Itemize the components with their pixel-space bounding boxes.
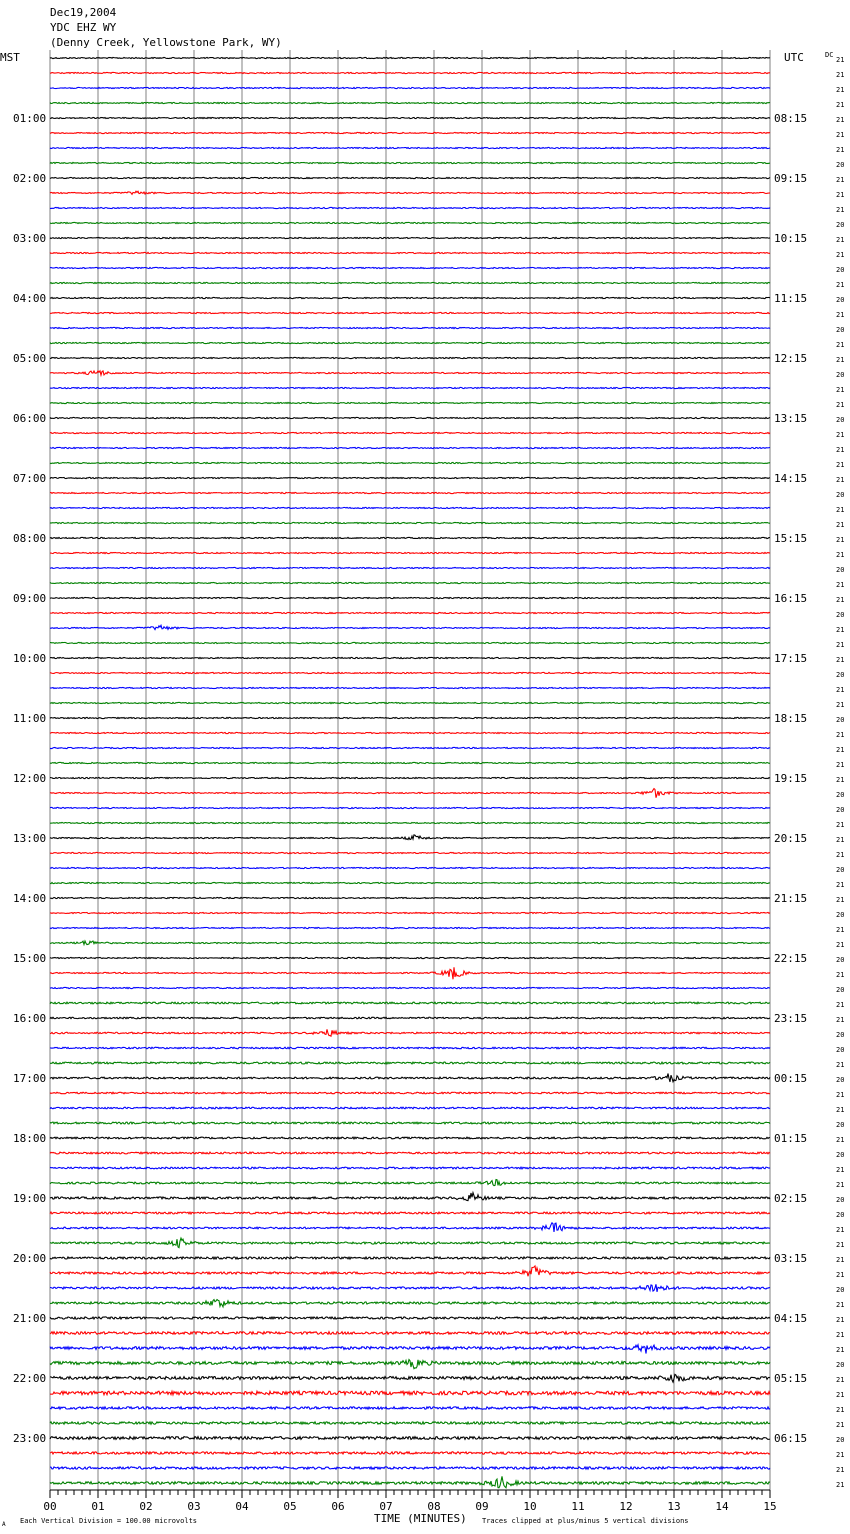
trace-row: [50, 1452, 770, 1454]
dc-value: 21: [836, 1301, 845, 1309]
utc-hour-label: 05:15: [774, 1372, 808, 1385]
trace-row: [50, 327, 770, 328]
dc-value: 21: [836, 1001, 845, 1009]
dc-value: 21: [836, 191, 845, 199]
dc-value: 21: [836, 341, 845, 349]
dc-value: 21: [836, 311, 845, 319]
trace-row: [50, 552, 770, 553]
utc-hour-label: 01:15: [774, 1132, 808, 1145]
dc-value: 21: [836, 461, 845, 469]
trace-row: [50, 282, 770, 283]
dc-value: 21: [836, 1016, 845, 1024]
trace-row: [50, 1167, 770, 1169]
trace-row: [50, 87, 770, 88]
utc-hour-label: 15:15: [774, 532, 808, 545]
clip-note: Traces clipped at plus/minus 5 vertical divisions: [482, 1517, 689, 1525]
trace-row: [50, 1467, 770, 1469]
trace-row: [50, 1062, 770, 1064]
trace-row: [50, 702, 770, 703]
trace-row: [50, 1002, 770, 1004]
dc-value: 21: [836, 1226, 845, 1234]
trace-row: [50, 1137, 770, 1139]
dc-value: 21: [836, 236, 845, 244]
trace-row: [50, 402, 770, 403]
x-tick-label: 12: [619, 1500, 633, 1513]
mst-hour-label: 20:00: [13, 1252, 47, 1265]
utc-hour-label: 20:15: [774, 832, 808, 845]
trace-row: [50, 1212, 770, 1214]
mst-hour-label: 18:00: [13, 1132, 47, 1145]
trace-row: [50, 822, 770, 823]
utc-hour-label: 17:15: [774, 652, 808, 665]
trace-row: [50, 612, 770, 613]
mst-hour-label: 11:00: [13, 712, 47, 725]
dc-value: 20: [836, 1151, 845, 1159]
trace-row: [50, 492, 770, 493]
dc-value: 21: [836, 776, 845, 784]
mst-hour-label: 07:00: [13, 472, 47, 485]
dc-value: 20: [836, 326, 845, 334]
x-tick-label: 10: [523, 1500, 537, 1513]
dc-value: 20: [836, 566, 845, 574]
trace-row: [50, 522, 770, 523]
dc-value: 21: [836, 596, 845, 604]
right-axis-title: UTC: [784, 51, 804, 64]
dc-value: 21: [836, 1466, 845, 1474]
dc-value: 21: [836, 926, 845, 934]
header-station: YDC EHZ WY: [50, 21, 117, 34]
right-hour-labels: [774, 112, 807, 1445]
mst-hour-label: 12:00: [13, 772, 47, 785]
trace-row: [50, 507, 770, 508]
dc-value: 20: [836, 671, 845, 679]
trace-row: [50, 357, 770, 358]
utc-hour-label: 10:15: [774, 232, 808, 245]
trace-row: [50, 1300, 770, 1307]
dc-value: 21: [836, 1316, 845, 1324]
trace-row: [50, 747, 770, 748]
x-axis-title: TIME (MINUTES): [374, 1512, 467, 1525]
trace-row: [50, 432, 770, 433]
dc-value: 20: [836, 1046, 845, 1054]
dc-value: 21: [836, 521, 845, 529]
dc-value: 21: [836, 56, 845, 64]
trace-row: [50, 672, 770, 673]
dc-value: 21: [836, 1241, 845, 1249]
trace-row: [50, 597, 770, 598]
dc-value: 20: [836, 491, 845, 499]
dc-value: 21: [836, 71, 845, 79]
dc-value: 21: [836, 626, 845, 634]
dc-value: 21: [836, 1106, 845, 1114]
trace-row: [50, 207, 770, 208]
dc-value: 20: [836, 716, 845, 724]
dc-value: 20: [836, 1076, 845, 1084]
utc-hour-label: 14:15: [774, 472, 808, 485]
trace-row: [50, 912, 770, 913]
trace-row: [50, 237, 770, 238]
utc-hour-label: 04:15: [774, 1312, 808, 1325]
dc-value: 21: [836, 941, 845, 949]
trace-row: [50, 1223, 770, 1232]
header: [50, 6, 282, 49]
trace-row: [50, 1257, 770, 1259]
header-location: (Denny Creek, Yellowstone Park, WY): [50, 36, 282, 49]
trace-row: [50, 267, 770, 268]
trace-row: [50, 162, 770, 163]
x-tick-label: 11: [571, 1500, 585, 1513]
dc-value: 21: [836, 821, 845, 829]
trace-row: [50, 1317, 770, 1319]
trace-rows: [50, 57, 770, 1487]
dc-value: 21: [836, 1481, 845, 1489]
mst-hour-label: 16:00: [13, 1012, 47, 1025]
dc-value: 21: [836, 686, 845, 694]
trace-row: [50, 342, 770, 343]
dc-value: 21: [836, 86, 845, 94]
dc-value: 20: [836, 806, 845, 814]
trace-row: [50, 102, 770, 103]
dc-value: 21: [836, 581, 845, 589]
dc-value: 21: [836, 281, 845, 289]
trace-row: [50, 1374, 770, 1382]
mst-hour-label: 03:00: [13, 232, 47, 245]
mst-hour-label: 14:00: [13, 892, 47, 905]
trace-row: [50, 1092, 770, 1094]
dc-value: 21: [836, 1061, 845, 1069]
trace-row: [50, 72, 770, 73]
dc-value: 21: [836, 131, 845, 139]
mst-hour-label: 01:00: [13, 112, 47, 125]
header-date: Dec19,2004: [50, 6, 117, 19]
dc-value: 20: [836, 986, 845, 994]
mst-hour-label: 08:00: [13, 532, 47, 545]
dc-value: 21: [836, 1136, 845, 1144]
dc-value: 21: [836, 146, 845, 154]
dc-value: 21: [836, 206, 845, 214]
x-tick-label: 06: [331, 1500, 345, 1513]
dc-value: 21: [836, 356, 845, 364]
dc-value: 20: [836, 1031, 845, 1039]
trace-row: [50, 1122, 770, 1124]
trace-row: [50, 1179, 770, 1185]
trace-row: [50, 687, 770, 688]
utc-hour-label: 13:15: [774, 412, 808, 425]
dc-value: 21: [836, 1166, 845, 1174]
dc-value: 21: [836, 641, 845, 649]
dc-value: 21: [836, 836, 845, 844]
trace-row: [50, 1047, 770, 1049]
trace-row: [50, 1476, 770, 1487]
x-tick-label: 05: [283, 1500, 297, 1513]
trace-row: [50, 1284, 770, 1292]
trace-row: [50, 657, 770, 658]
trace-row: [50, 567, 770, 568]
trace-row: [50, 537, 770, 538]
trace-row: [50, 132, 770, 133]
dc-value: 20: [836, 266, 845, 274]
x-tick-label: 02: [139, 1500, 153, 1513]
utc-hour-label: 16:15: [774, 592, 808, 605]
dc-value: 21: [836, 1091, 845, 1099]
mst-hour-label: 02:00: [13, 172, 47, 185]
trace-row: [50, 762, 770, 763]
trace-row: [50, 1073, 770, 1081]
dc-value: 21: [836, 116, 845, 124]
dc-value: 20: [836, 956, 845, 964]
dc-value: 20: [836, 1121, 845, 1129]
mst-hour-label: 09:00: [13, 592, 47, 605]
mst-hour-label: 10:00: [13, 652, 47, 665]
trace-row: [50, 852, 770, 853]
trace-row: [50, 642, 770, 643]
mst-hour-label: 04:00: [13, 292, 47, 305]
trace-row: [50, 1266, 770, 1276]
mst-hour-label: 21:00: [13, 1312, 47, 1325]
x-tick-label: 07: [379, 1500, 393, 1513]
dc-value: 21: [836, 1271, 845, 1279]
dc-value: 20: [836, 611, 845, 619]
left-axis-title: MST: [0, 51, 20, 64]
dc-value: 20: [836, 1211, 845, 1219]
trace-row: [50, 57, 770, 58]
dc-value: 21: [836, 1181, 845, 1189]
x-tick-label: 14: [715, 1500, 729, 1513]
dc-value: 21: [836, 656, 845, 664]
dc-value: 21: [836, 476, 845, 484]
mst-hour-label: 19:00: [13, 1192, 47, 1205]
dc-value: 21: [836, 536, 845, 544]
trace-row: [50, 1152, 770, 1154]
dc-value: 21: [836, 386, 845, 394]
dc-value: 21: [836, 731, 845, 739]
dc-value: 21: [836, 746, 845, 754]
trace-row: [50, 417, 770, 418]
dc-value: 21: [836, 401, 845, 409]
dc-value: 21: [836, 1451, 845, 1459]
scale-note: Each Vertical Division = 100.00 microvolts: [20, 1517, 198, 1525]
dc-value: 21: [836, 251, 845, 259]
x-tick-label: 01: [91, 1500, 105, 1513]
dc-value: 20: [836, 416, 845, 424]
dc-value: 21: [836, 881, 845, 889]
utc-hour-label: 18:15: [774, 712, 808, 725]
dc-value: 21: [836, 176, 845, 184]
trace-row: [50, 897, 770, 898]
trace-row: [50, 789, 770, 798]
utc-hour-label: 22:15: [774, 952, 808, 965]
mst-hour-label: 23:00: [13, 1432, 47, 1445]
trace-row: [50, 807, 770, 808]
dc-value: 20: [836, 791, 845, 799]
dc-value: 21: [836, 551, 845, 559]
dc-value: 21: [836, 506, 845, 514]
trace-row: [50, 1193, 770, 1201]
trace-row: [50, 582, 770, 583]
trace-row: [50, 477, 770, 478]
left-hour-labels: [13, 112, 46, 1445]
x-tick-label: 04: [235, 1500, 249, 1513]
utc-hour-label: 03:15: [774, 1252, 808, 1265]
corner-mark: A: [2, 1521, 6, 1528]
dc-value: 21: [836, 701, 845, 709]
trace-row: [50, 1437, 770, 1440]
x-tick-label: 13: [667, 1500, 681, 1513]
utc-hour-label: 11:15: [774, 292, 808, 305]
mst-hour-label: 15:00: [13, 952, 47, 965]
trace-row: [50, 447, 770, 448]
trace-row: [50, 297, 770, 298]
dc-value: 20: [836, 1436, 845, 1444]
mst-hour-label: 17:00: [13, 1072, 47, 1085]
utc-hour-label: 09:15: [774, 172, 808, 185]
mst-hour-label: 06:00: [13, 412, 47, 425]
dc-value: 20: [836, 221, 845, 229]
trace-row: [50, 717, 770, 718]
mst-hour-label: 22:00: [13, 1372, 47, 1385]
trace-row: [50, 941, 770, 945]
dc-value: 21: [836, 1331, 845, 1339]
x-tick-label: 08: [427, 1500, 441, 1513]
dc-value: 21: [836, 1376, 845, 1384]
dc-value: 21: [836, 101, 845, 109]
dc-value: 21: [836, 761, 845, 769]
trace-row: [50, 1422, 770, 1424]
trace-row: [50, 1391, 770, 1395]
utc-hour-label: 02:15: [774, 1192, 808, 1205]
minute-grid: [50, 50, 770, 1491]
trace-row: [50, 191, 770, 194]
mst-hour-label: 13:00: [13, 832, 47, 845]
utc-hour-label: 00:15: [774, 1072, 808, 1085]
trace-row: [50, 987, 770, 988]
dc-value: 21: [836, 1421, 845, 1429]
x-tick-label: 03: [187, 1500, 201, 1513]
x-tick-label: 09: [475, 1500, 489, 1513]
utc-hour-label: 08:15: [774, 112, 808, 125]
dc-value: 20: [836, 296, 845, 304]
trace-row: [50, 967, 770, 979]
dc-values: [836, 56, 844, 1489]
dc-value: 21: [836, 1406, 845, 1414]
trace-row: [50, 252, 770, 253]
trace-row: [50, 1360, 770, 1369]
dc-label: DC: [825, 51, 834, 59]
trace-row: [50, 462, 770, 463]
dc-value: 20: [836, 911, 845, 919]
dc-value: 21: [836, 1256, 845, 1264]
dc-value: 20: [836, 161, 845, 169]
utc-hour-label: 21:15: [774, 892, 808, 905]
trace-row: [50, 387, 770, 388]
trace-row: [50, 835, 770, 840]
trace-row: [50, 882, 770, 883]
trace-row: [50, 1029, 770, 1036]
trace-row: [50, 1017, 770, 1019]
dc-value: 20: [836, 371, 845, 379]
dc-value: 21: [836, 971, 845, 979]
x-tick-label: 00: [43, 1500, 57, 1513]
dc-value: 20: [836, 1286, 845, 1294]
trace-row: [50, 777, 770, 778]
utc-hour-label: 19:15: [774, 772, 808, 785]
dc-value: 21: [836, 431, 845, 439]
dc-value: 21: [836, 896, 845, 904]
trace-row: [50, 1238, 770, 1248]
trace-row: [50, 927, 770, 928]
dc-value: 21: [836, 1391, 845, 1399]
utc-hour-label: 06:15: [774, 1432, 808, 1445]
x-axis: [43, 1490, 776, 1513]
dc-value: 20: [836, 1196, 845, 1204]
trace-row: [50, 1407, 770, 1409]
trace-row: [50, 222, 770, 223]
dc-value: 20: [836, 866, 845, 874]
trace-row: [50, 867, 770, 868]
trace-row: [50, 1332, 770, 1335]
utc-hour-label: 12:15: [774, 352, 808, 365]
trace-row: [50, 1345, 770, 1354]
mst-hour-label: 05:00: [13, 352, 47, 365]
dc-value: 21: [836, 851, 845, 859]
x-tick-label: 15: [763, 1500, 777, 1513]
dc-value: 21: [836, 1346, 845, 1354]
trace-row: [50, 117, 770, 118]
trace-row: [50, 732, 770, 733]
dc-value: 21: [836, 446, 845, 454]
trace-row: [50, 312, 770, 313]
utc-hour-label: 23:15: [774, 1012, 808, 1025]
trace-row: [50, 177, 770, 178]
trace-row: [50, 1107, 770, 1109]
trace-row: [50, 147, 770, 148]
dc-value: 20: [836, 1361, 845, 1369]
trace-row: [50, 957, 770, 958]
trace-row: [50, 371, 770, 375]
trace-row: [50, 625, 770, 629]
